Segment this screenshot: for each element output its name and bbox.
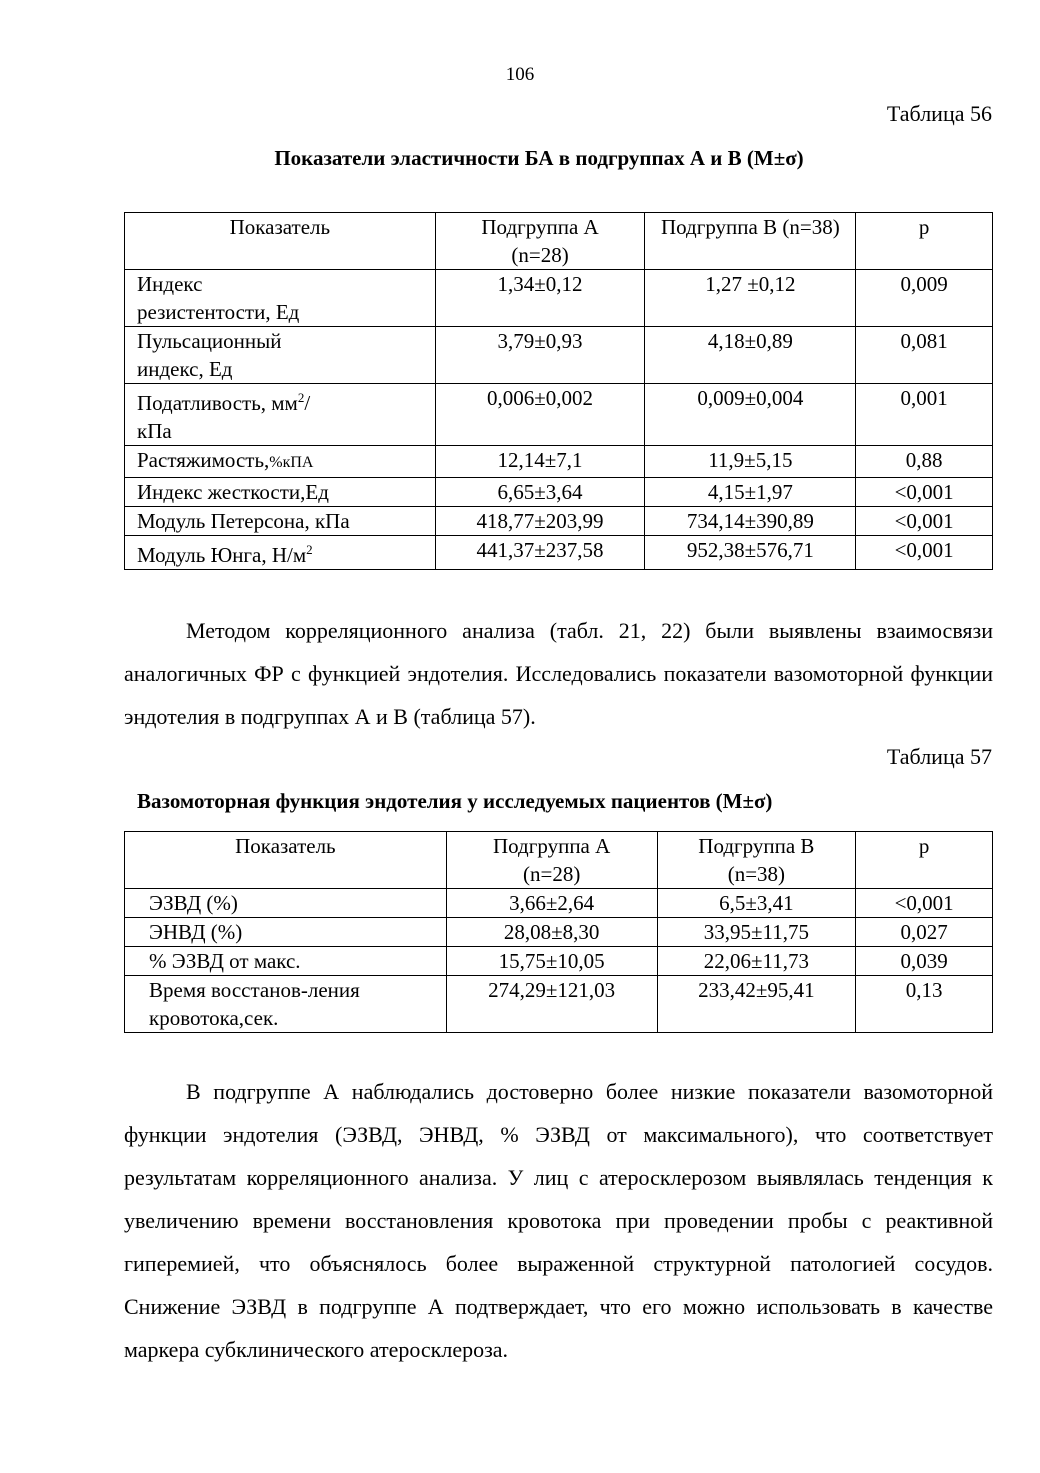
cell-group-a: 6,65±3,64 xyxy=(435,478,645,507)
table-row xyxy=(125,976,993,1033)
cell-group-a: 274,29±121,03 xyxy=(446,976,657,1033)
table-header-row xyxy=(125,213,993,270)
body-paragraph: Методом корреляционного анализа (табл. 21, 22) были выявлены взаимосвязи аналогичных ФР с функцией эндотелия. Исследовались показатели вазомоторной функции эндотелия в подгруппах А и В (таблица 57). xyxy=(124,618,993,729)
column-header-indicator: Показатель xyxy=(125,832,447,889)
row-label: Индекс жесткости,Ед xyxy=(125,478,436,507)
row-label: Податливость, $мм^2$/кПа xyxy=(125,384,436,446)
cell-group-b: 4,18±0,89 xyxy=(645,327,856,384)
cell-p: 0,027 xyxy=(856,918,993,947)
row-label: Время восстанов-ления кровотока,сек. xyxy=(125,976,447,1033)
column-header-group-b: Подгруппа В (n=38) xyxy=(645,213,856,270)
table-row xyxy=(125,446,993,478)
column-header-group-b: Подгруппа В (n=38) xyxy=(657,832,856,889)
cell-group-b: 11,9±5,15 xyxy=(645,446,856,478)
table-row xyxy=(125,478,993,507)
table-row xyxy=(125,270,993,327)
page-number: 106 xyxy=(505,64,535,85)
cell-group-a: 0,006±0,002 xyxy=(435,384,645,446)
table-caption: Таблица 57 xyxy=(886,744,992,769)
table-row xyxy=(125,327,993,384)
column-header-p: р xyxy=(856,213,993,270)
cell-group-b: 952,38±576,71 xyxy=(645,536,856,570)
cell-group-b: 0,009±0,004 xyxy=(645,384,856,446)
cell-group-a: 1,34±0,12 xyxy=(435,270,645,327)
table-row xyxy=(125,918,993,947)
cell-p: <0,001 xyxy=(856,536,993,570)
table-title: Показатели эластичности БА в подгруппах А и В (М±σ) xyxy=(274,146,804,170)
cell-p: 0,081 xyxy=(856,327,993,384)
cell-group-b: 233,42±95,41 xyxy=(657,976,856,1033)
cell-p: 0,001 xyxy=(856,384,993,446)
cell-group-a: 12,14±7,1 xyxy=(435,446,645,478)
row-label: Пульсационный индекс, Ед xyxy=(125,327,436,384)
vasomotor-table xyxy=(124,831,993,1033)
row-label: ЭЗВД (%) xyxy=(125,889,447,918)
body-paragraph: В подгруппе А наблюдались достоверно более низкие показатели вазомоторной функции эндотелия (ЭЗВД, ЭНВД, % ЭЗВД от максимального), что соответствует результатам корреляционного анализа. У лиц с атеросклерозом выявлялась тенденция к увеличению времени восстановления кровотока при проведении пробы с реактивной гиперемией, что объяснялось более выраженной структурной патологией сосудов. Снижение ЭЗВД в подгруппе А подтверждает, что его можно использовать в качестве маркера субклинического атеросклероза. xyxy=(124,1079,993,1362)
cell-group-a: 418,77±203,99 xyxy=(435,507,645,536)
row-label: ЭНВД (%) xyxy=(125,918,447,947)
cell-group-a: 15,75±10,05 xyxy=(446,947,657,976)
cell-p: 0,88 xyxy=(856,446,993,478)
cell-p: <0,001 xyxy=(856,507,993,536)
table-row xyxy=(125,889,993,918)
row-label: Растяжимость,%кПА xyxy=(125,446,436,478)
table-caption: Таблица 56 xyxy=(886,101,992,126)
cell-group-a: 3,66±2,64 xyxy=(446,889,657,918)
cell-p: 0,039 xyxy=(856,947,993,976)
cell-group-a: 28,08±8,30 xyxy=(446,918,657,947)
column-header-indicator: Показатель xyxy=(125,213,436,270)
cell-p: <0,001 xyxy=(856,889,993,918)
cell-group-a: 3,79±0,93 xyxy=(435,327,645,384)
column-header-p: р xyxy=(856,832,993,889)
row-label: Индекс резистентости, Ед xyxy=(125,270,436,327)
cell-group-b: 4,15±1,97 xyxy=(645,478,856,507)
cell-group-b: 22,06±11,73 xyxy=(657,947,856,976)
row-label: Модуль Петерсона, кПа xyxy=(125,507,436,536)
table-row xyxy=(125,947,993,976)
cell-group-b: 1,27 ±0,12 xyxy=(645,270,856,327)
cell-p: 0,13 xyxy=(856,976,993,1033)
table-title: Вазомоторная функция эндотелия у исследуемых пациентов (М±σ) xyxy=(137,789,773,813)
cell-group-b: 734,14±390,89 xyxy=(645,507,856,536)
elasticity-table xyxy=(124,212,993,570)
cell-p: 0,009 xyxy=(856,270,993,327)
column-header-group-a: Подгруппа А (n=28) xyxy=(435,213,645,270)
table-row xyxy=(125,507,993,536)
row-label: Модуль Юнга, $Н/м^2$ xyxy=(125,536,436,570)
table-header-row xyxy=(125,832,993,889)
cell-p: <0,001 xyxy=(856,478,993,507)
cell-group-a: 441,37±237,58 xyxy=(435,536,645,570)
table-row xyxy=(125,536,993,570)
table-row xyxy=(125,384,993,446)
cell-group-b: 33,95±11,75 xyxy=(657,918,856,947)
column-header-group-a: Подгруппа А (n=28) xyxy=(446,832,657,889)
cell-group-b: 6,5±3,41 xyxy=(657,889,856,918)
row-label: % ЭЗВД от макс. xyxy=(125,947,447,976)
